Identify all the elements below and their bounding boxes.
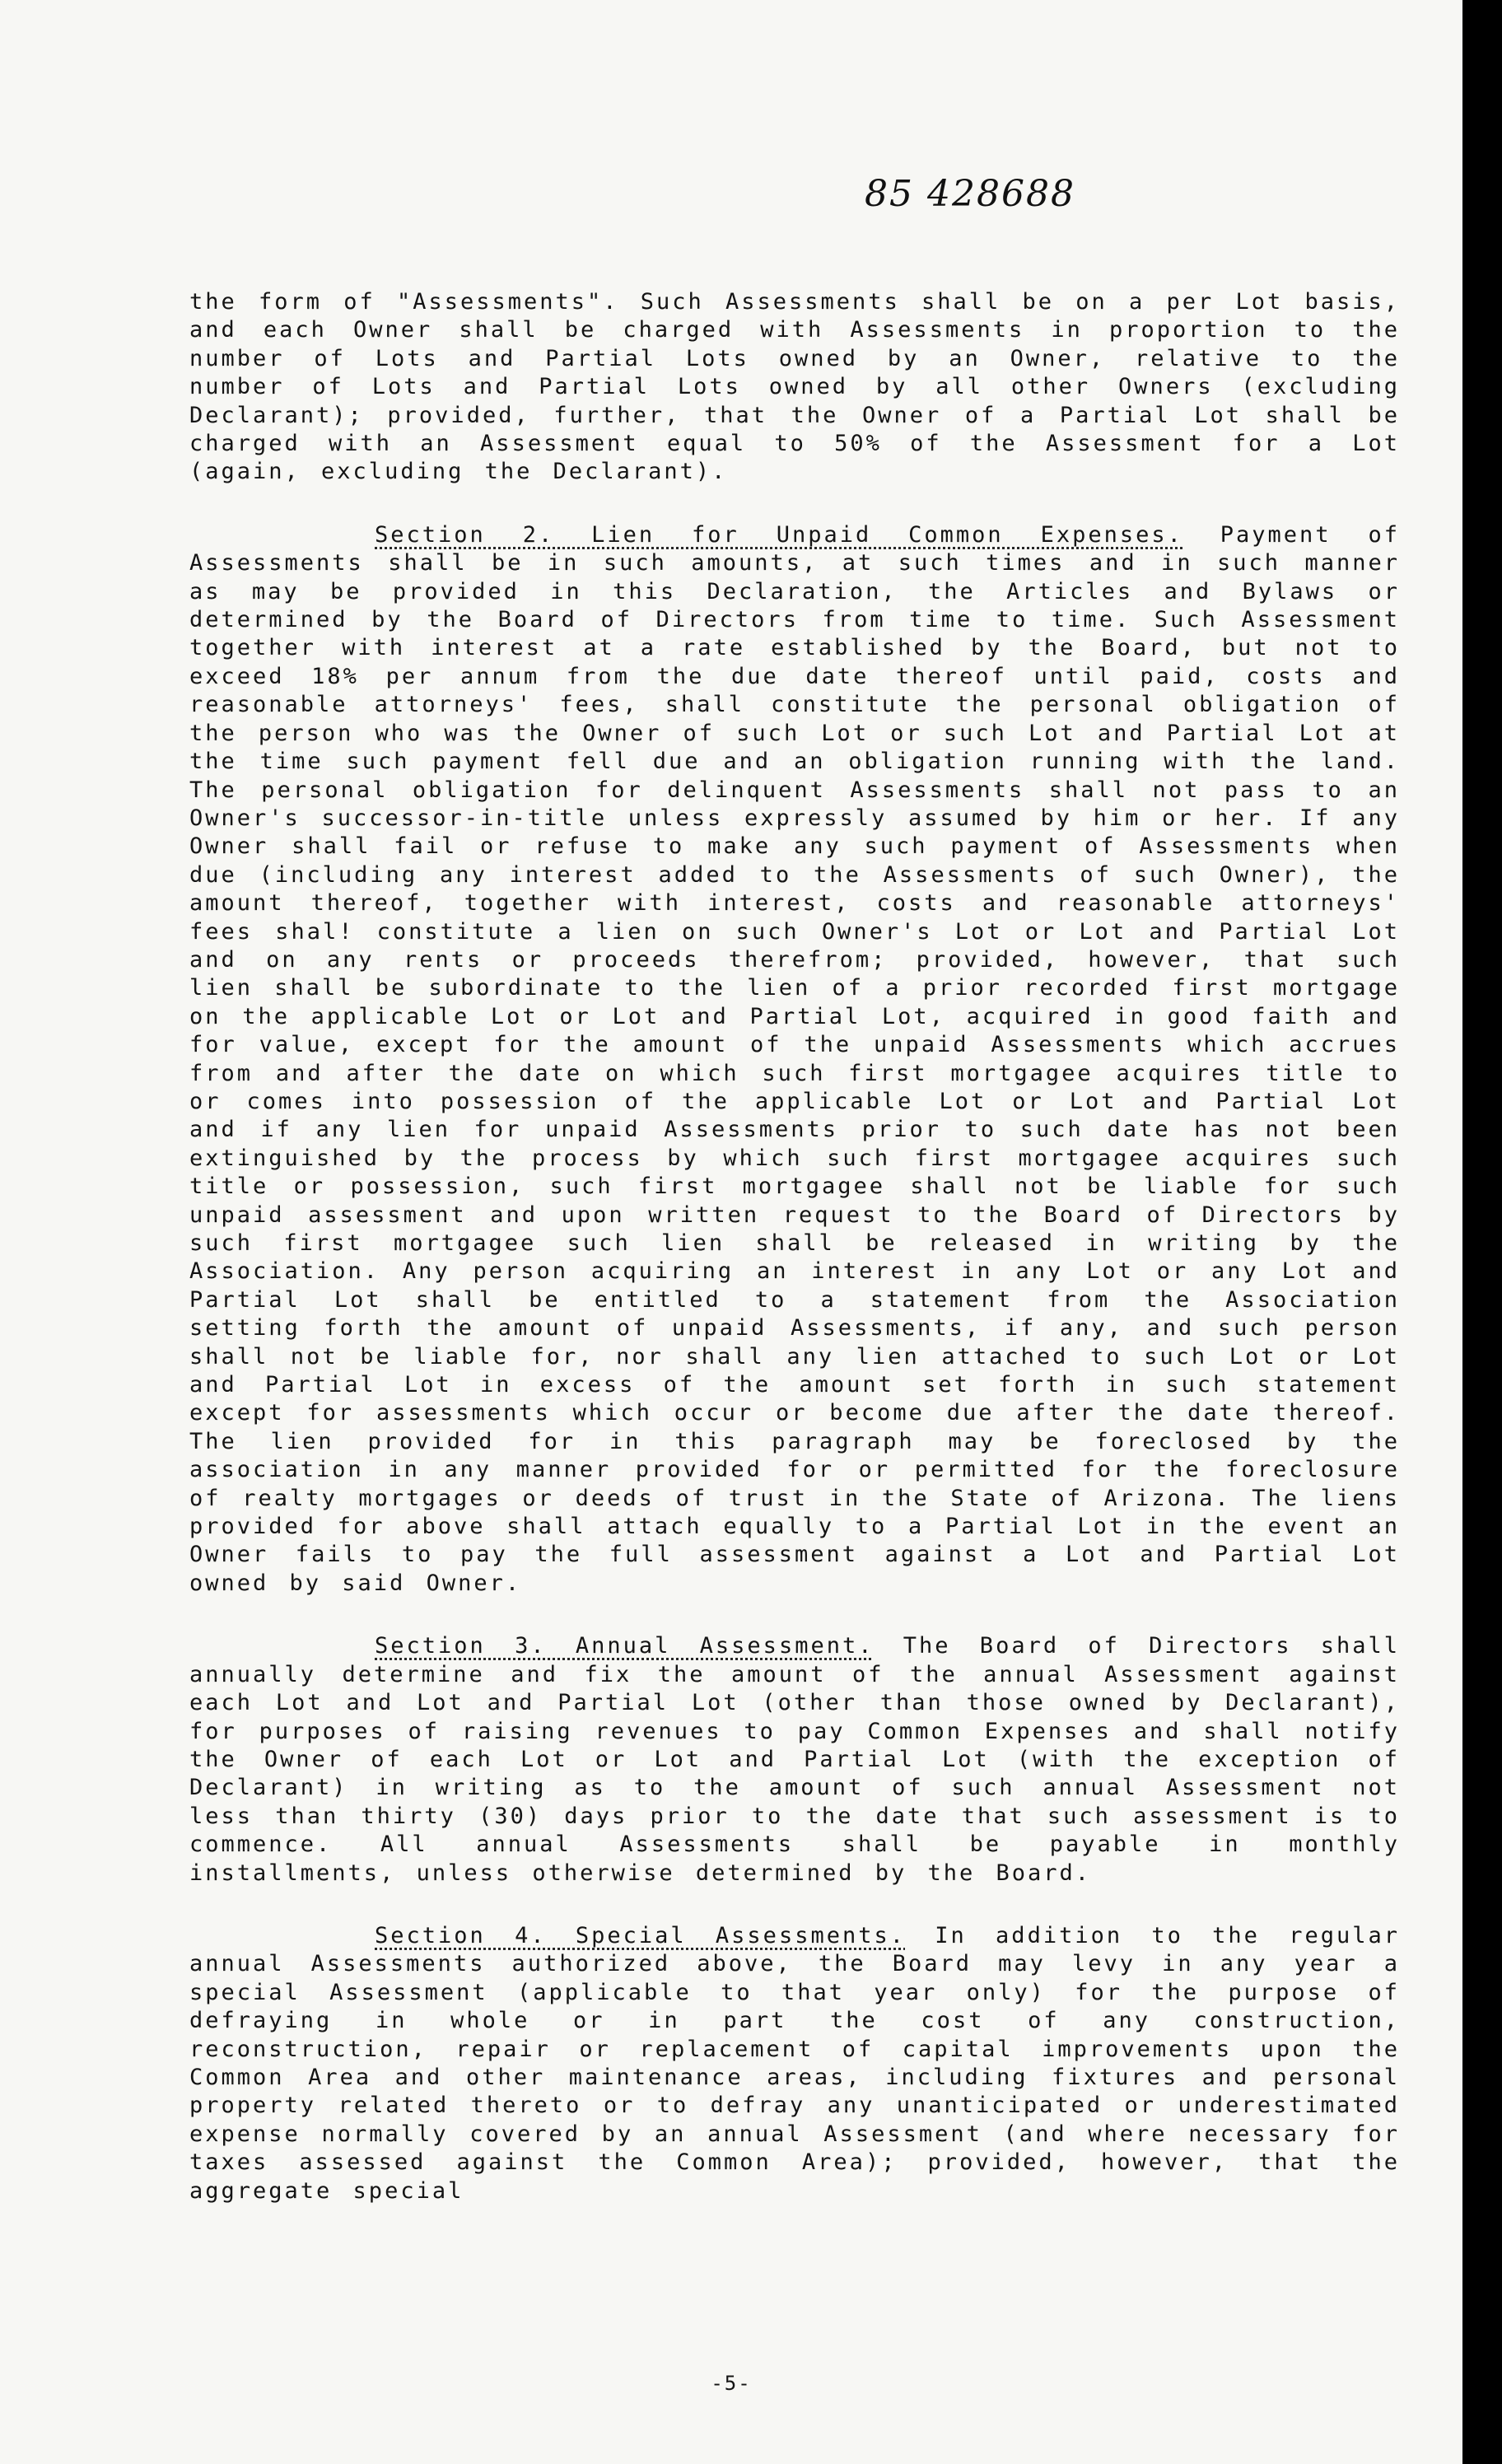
- paragraph-section-3: [189, 1632, 1400, 1888]
- paragraph-text: The Board of Directors shall annually determine and fix the amount of the annual Assessment against each Lot and Lot and Partial Lot (other than those owned by Declarant), for purposes of raising revenues to pay Common Expenses and shall notify the Owner of each Lot or Lot and Partial Lot (with the exception of Declarant) in writing as to the amount of such annual Assessment not less than thirty (30) days prior to the date that such assessment is to commence. All annual Assessments shall be payable in monthly installments, unless otherwise determined by the Board.: [189, 1633, 1401, 1886]
- recording-number: 85 428688: [865, 173, 1075, 215]
- scan-edge: [1462, 0, 1502, 2464]
- section-heading: Section 4. Special Assessments.: [375, 1922, 906, 1948]
- paragraph-text: Payment of Assessments shall be in such amounts, at such times and in such manner as may be provided in this Declaration, the Articles and Bylaws or determined by the Board of Directors from time to time. Such Assessment together with interest at a rate established by the Board, but not to exceed 18% per annum from the due date thereof until paid, costs and reasonable attorneys' fees, shall constitute the personal obligation of the person who was the Owner of such Lot or such Lot and Partial Lot at the time such payment fell due and an obligation running with the land. The personal obligation for delinquent Assessments shall not pass to an Owner's successor-in-title unless expressly assumed by him or her. If any Owner shall fail or refuse to make any such payment of Assessments when due (including any interest added to the Assessments of such Owner), the amount thereof, together with interest, costs and reasonable attorneys' fees shal! constitute a lien on such Owner's Lot or Lot and Partial Lot and on any rents or proceeds therefrom; provided, however, that such lien shall be subordinate to the lien of a prior recorded first mortgage on the applicable Lot or Lot and Partial Lot, acquired in good faith and for value, except for the amount of the unpaid Assessments which accrues from and after the date on which such first mortgagee acquires title to or comes into possession of the applicable Lot or Lot and Partial Lot and if any lien for unpaid Assessments prior to such date has not been extinguished by the process by which such first mortgagee acquires such title or possession, such first mortgagee shall not be liable for such unpaid assessment and upon written request to the Board of Directors by such first mortgagee such lien shall be released in writing by the Association. Any person acquiring an interest in any Lot or any Lot and Partial Lot shall be entitled to a statement from the Association setting forth the amount of unpaid Assessments, if any, and such person shall not be liable for, nor shall any lien attached to such Lot or Lot and Partial Lot in excess of the amount set forth in such statement except for assessments which occur or become due after the date thereof. The lien provided for in this paragraph may be foreclosed by the association in any manner provided for or permitted for the foreclosure of realty mortgages or deeds of trust in the State of Arizona. The liens provided for above shall attach equally to a Partial Lot in the event an Owner fails to pay the full assessment against a Lot and Partial Lot owned by said Owner.: [189, 521, 1400, 1596]
- document-body: [189, 288, 1400, 2205]
- section-heading: Section 3. Annual Assessment.: [375, 1633, 875, 1659]
- section-heading: Section 2. Lien for Unpaid Common Expenses.: [375, 521, 1183, 548]
- paragraph-text: the form of "Assessments". Such Assessments shall be on a per Lot basis, and each Owner shall be charged with Assessments in proportion to the number of Lots and Partial Lots owned by an Owner, relative to the number of Lots and Partial Lots owned by all other Owners (excluding Declarant); provided, further, that the Owner of a Partial Lot shall be charged with an Assessment equal to 50% of the Assessment for a Lot (again, excluding the Declarant).: [189, 289, 1400, 485]
- paragraph-continuation: [189, 288, 1400, 487]
- paragraph-section-2: [189, 521, 1400, 1598]
- paragraph-text: In addition to the regular annual Assessments authorized above, the Board may levy in any year a special Assessment (applicable to that year only) for the purpose of defraying in whole or in part the cost of any construction, reconstruction, repair or replacement of capital improvements upon the Common Area and other maintenance areas, including fixtures and personal property related thereto or to defray any unanticipated or underestimated expense normally covered by an annual Assessment (and where necessary for taxes assessed against the Common Area); provided, however, that the aggregate special: [189, 1922, 1400, 2204]
- paragraph-section-4: [189, 1922, 1400, 2205]
- page-number: -5-: [711, 2372, 752, 2395]
